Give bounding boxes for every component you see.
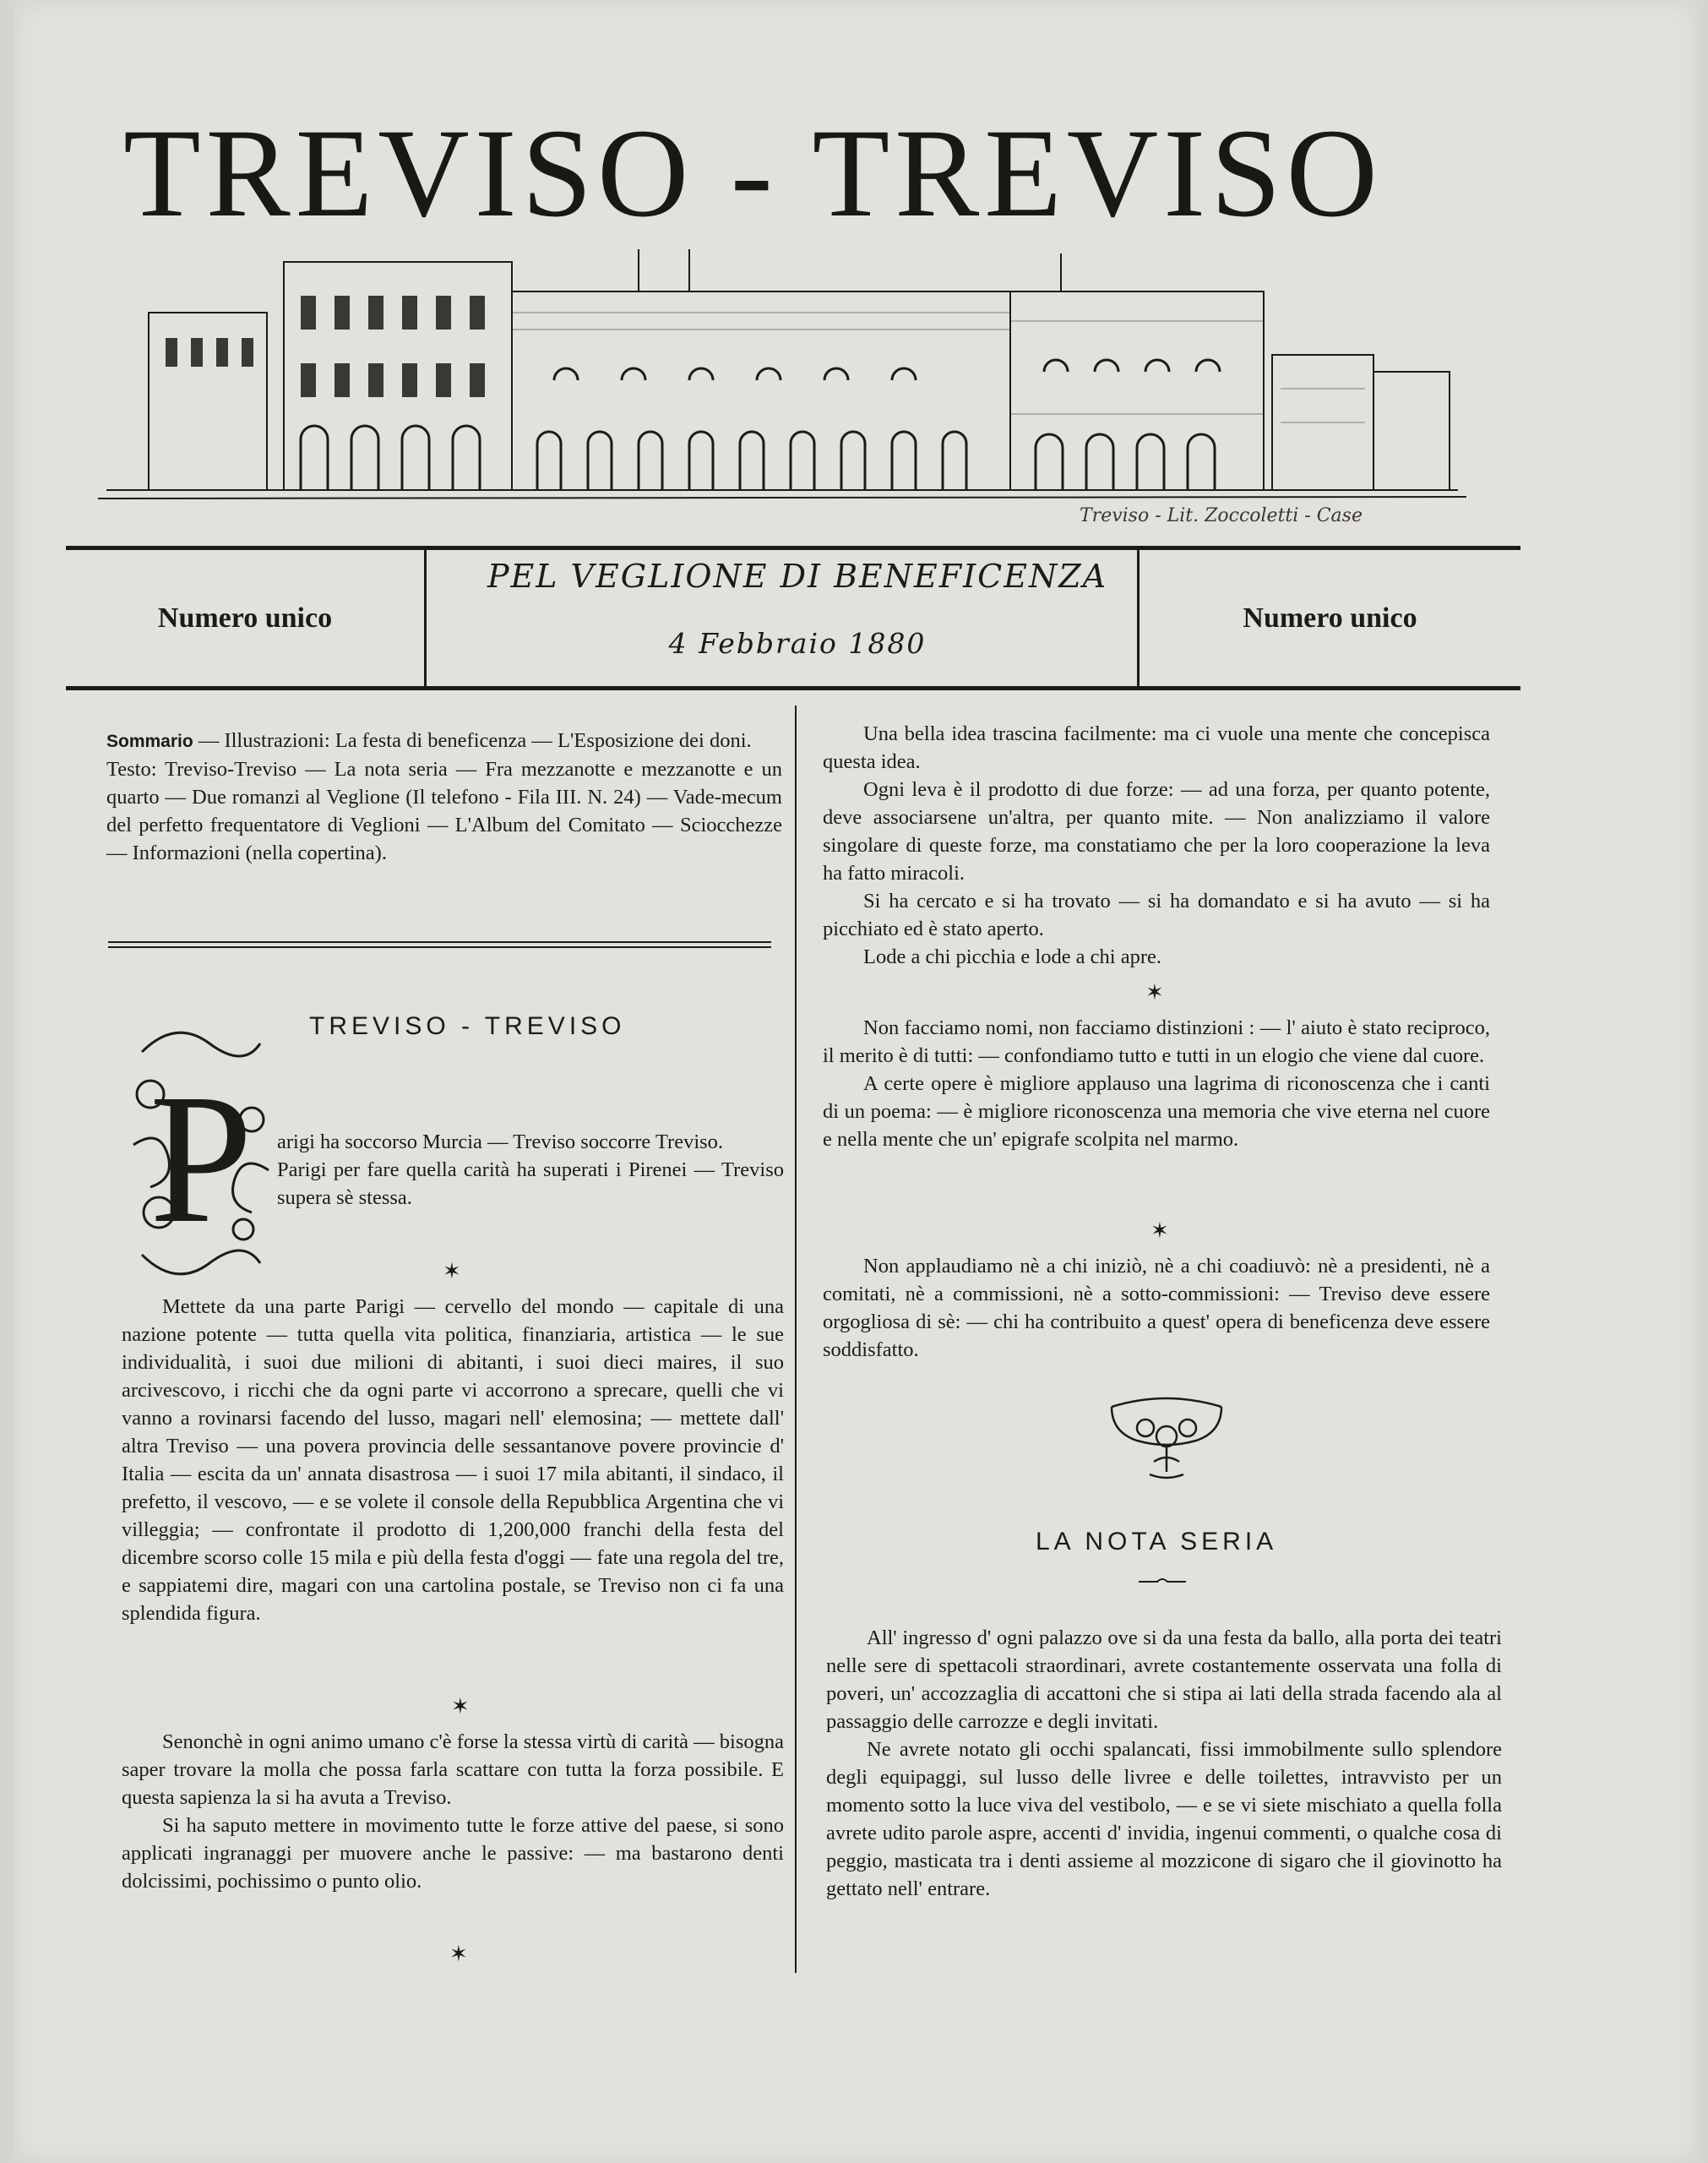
masthead-title: TREVISO - TREVISO (123, 103, 1383, 243)
sommario-testo: Testo: Treviso-Treviso — La nota seria — Fra mezzanotte e mezzanotte e un quarto — Due romanzi al Veglione (Il telefono - Fila III. N. 24) — Vade-mecum del perfetto frequentatore di Veglioni — L'Album del Comitato — Sciocchezze — Informazioni (nella copertina). (106, 758, 782, 864)
edition-title: PEL VEGLIONE DI BENEFICENZA (487, 558, 1108, 595)
article1-paragraph-7: Ogni leva è il prodotto di due forze: — ad una forza, per quanto potente, deve associarsene un'altra, per quanto mite. — Non analizziamo il valore singolare di queste forze, ma constatiamo che per la loro cooperazione la leva ha fatto miracoli. (823, 778, 1490, 885)
edition-date: 4 Febbraio 1880 (668, 627, 927, 660)
separator-star-1: ✶ (443, 1259, 461, 1283)
separator-star-2: ✶ (451, 1694, 470, 1719)
newspaper-page (14, 0, 1700, 2163)
separator-star-5: ✶ (1150, 1218, 1169, 1243)
sommario-label: Sommario (106, 732, 193, 751)
article1-body-right-2 (823, 1014, 1490, 1153)
separator-star-3: ✶ (449, 1942, 468, 1966)
band-left-cell (66, 551, 424, 686)
column-divider (795, 706, 797, 1973)
floral-vignette (1103, 1390, 1230, 1483)
title-flourish (1137, 1576, 1188, 1588)
dropcap-letter: P (149, 1055, 253, 1261)
article1-paragraph-9: Lode a chi picchia e lode a chi apre. (863, 945, 1162, 968)
article1-body-left-2 (122, 1728, 784, 1895)
article1-paragraph-11: A certe opere è migliore applauso una lagrima di riconoscenza che i canti di un poema: — è migliore riconoscenza una memoria che vive eterna nel cuore e nella mente che un' epigrafe scolpita nel marmo. (823, 1072, 1490, 1151)
article2-body (826, 1624, 1502, 1903)
band-divider-left (424, 549, 427, 688)
article1-paragraph-4: Senonchè in ogni animo umano c'è forse la stessa virtù di carità — bisogna saper trovare la molla che possa farla scattare con tutta la forza possibile. E questa sapienza la si ha avuta a Treviso. (122, 1730, 784, 1809)
article-title-nota-seria: LA NOTA SERIA (1036, 1528, 1278, 1556)
sommario-block (106, 727, 782, 867)
numero-unico-left: Numero unico (157, 602, 333, 634)
article1-paragraph-10: Non facciamo nomi, non facciamo distinzioni : — l' aiuto è stato reciproco, il merito è di tutti: — confondiamo tutto e tutti in un elogio che viene dal cuore. (823, 1016, 1490, 1067)
sommario-illustrazioni: — Illustrazioni: La festa di beneficenza — L'Esposizione dei doni. (198, 729, 752, 752)
article2-paragraph-1: All' ingresso d' ogni palazzo ove si da una festa da ballo, alla porta dei teatri nelle sere di spettacoli straordinari, avrete costantemente osservata una folla di poveri, un' accozzaglia di accattoni che si stipa ai lati della strada facendo ala al passaggio delle carrozze e degli invitati. (826, 1626, 1502, 1733)
sommario-rule-2 (108, 946, 771, 948)
article1-opening (277, 1128, 784, 1212)
article1-paragraph-6: Una bella idea trascina facilmente: ma ci vuole una mente che concepisca questa idea. (823, 722, 1490, 773)
lithographer-credit: Treviso - Lit. Zoccoletti - Case (1080, 505, 1363, 526)
separator-star-4: ✶ (1145, 980, 1164, 1005)
article1-paragraph-5: Si ha saputo mettere in movimento tutte le forze attive del paese, si sono applicati ingranaggi per muovere anche le passive: — ma bastarono denti dolcissimi, pochissimo o punto olio. (122, 1814, 784, 1893)
ornamental-dropcap (125, 1018, 277, 1289)
band-bottom-rule (66, 686, 1520, 690)
article1-body-right-3 (823, 1252, 1490, 1364)
article1-paragraph-8: Si ha cercato e si ha trovato — si ha domandato e si ha avuto — si ha picchiato ed è stato aperto. (823, 890, 1490, 940)
band-top-rule (66, 546, 1520, 550)
article2-paragraph-2: Ne avrete notato gli occhi spalancati, fissi immobilmente sullo splendore degli equipaggi, sul lusso delle livree e delle toilettes, intravvisto per un momento sotto la luce viva del vestibolo, — e se vi siete mischiato a quella folla avrete udito parole aspre, accenti d' invidia, ingenui commenti, o qualche cosa di peggio, masticata tra i denti assieme al mozzicone di sigaro che il giovinotto ha gettato nell' entrare. (826, 1738, 1502, 1900)
article1-paragraph-2: Parigi per fare quella carità ha superati i Pirenei — Treviso supera sè stessa. (277, 1158, 784, 1209)
article1-body-right (823, 720, 1490, 971)
article1-body-left (122, 1293, 784, 1627)
article-title-treviso: TREVISO - TREVISO (309, 1012, 626, 1040)
article1-paragraph-1: arigi ha soccorso Murcia — Treviso soccorre Treviso. (277, 1131, 724, 1153)
numero-unico-right: Numero unico (1243, 602, 1417, 634)
band-right-cell (1140, 551, 1520, 686)
article1-paragraph-3: Mettete da una parte Parigi — cervello del mondo — capitale di una nazione potente — tutta quella vita politica, finanziaria, artistica — le sue individualità, i suoi due milioni di abitanti, i suoi dieci maires, il suo arcivescovo, i ricchi che da ogni parte vi accorrono a sprecare, quelli che vi vanno a rovinarsi facendo del lusso, magari nell' elemosina; — mettete dall' altra Treviso — una povera provincia delle sessantanove povere provincie d' Italia — escita da un' annata disastrosa — i suoi 17 mila abitanti, il sindaco, il prefetto, il vescovo, — e se volete il console della Repubblica Argentina che vi villeggia; — confrontate il prodotto di 1,200,000 franchi della festa del dicembre scorso colle 15 mila e più della festa d'oggi — fate una regola del tre, e sappiatemi dire, magari con una cartolina postale, se Treviso non ci fa una splendida figura. (122, 1295, 784, 1625)
city-skyline-illustration (98, 245, 1466, 507)
article1-paragraph-12: Non applaudiamo nè a chi iniziò, nè a chi coadiuvò: nè a presidenti, nè a comitati, nè a commissioni, nè a sotto-commissioni: — Treviso deve essere orgogliosa di sè: — chi ha contribuito a quest' opera di beneficenza deve essere soddisfatto. (823, 1255, 1490, 1361)
sommario-rule-1 (108, 941, 771, 943)
